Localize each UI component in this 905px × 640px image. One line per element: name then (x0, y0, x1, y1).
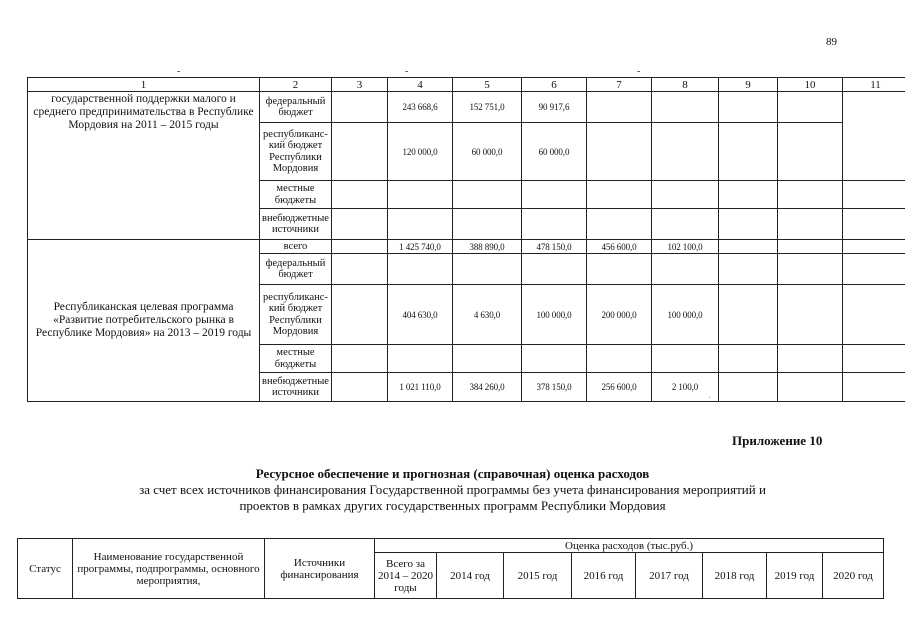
year-header: 2015 год (504, 553, 572, 599)
value-cell: 1 425 740,0 (388, 240, 453, 254)
doc-subtitle-line1: за счет всех источников финансирования Государственной программы без учета финансирования мероприятий и (139, 482, 766, 497)
value-cell: 100 000,0 (652, 285, 719, 345)
col-header: 2 (260, 78, 332, 92)
col-header: 10 (778, 78, 843, 92)
doc-title: Ресурсное обеспечение и прогнозная (справочная) оценка расходов (255, 466, 650, 481)
value-cell: 100 000,0 (522, 285, 587, 345)
col-header: 11 (843, 78, 905, 92)
scan-mark: · (708, 393, 712, 404)
header-row (18, 539, 884, 553)
top-table (27, 77, 905, 402)
value-cell: 456 600,0 (587, 240, 652, 254)
source-cell: внебюджетные источники (260, 209, 332, 240)
total-header: Всего за 2014 – 2020 годы (375, 553, 437, 599)
year-header: 2020 год (823, 553, 884, 599)
value-cell: 60 000,0 (522, 123, 587, 181)
source-cell: республиканс-кий бюджет Республики Мордовия (260, 123, 332, 181)
header-row (28, 78, 905, 92)
scan-mark: - (177, 66, 181, 77)
col-header: 8 (652, 78, 719, 92)
value-cell: 2 100,0 (652, 373, 719, 402)
col-header: 9 (719, 78, 778, 92)
source-cell: всего (260, 240, 332, 254)
program-name: Республиканская целевая программа «Развитие потребительского рынка в Республике Мордовия» на 2013 – 2019 годы (28, 240, 260, 402)
scan-mark: - (637, 66, 641, 77)
value-cell: 478 150,0 (522, 240, 587, 254)
col-header: 6 (522, 78, 587, 92)
value-cell: 102 100,0 (652, 240, 719, 254)
year-header: 2019 год (767, 553, 823, 599)
doc-subtitle-line2: проектов в рамках других государственных программ Республики Мордовия (239, 498, 666, 513)
value-cell: 388 890,0 (453, 240, 522, 254)
source-cell: федеральный бюджет (260, 92, 332, 123)
value-cell: 200 000,0 (587, 285, 652, 345)
source-cell: местные бюджеты (260, 345, 332, 373)
resource-table (17, 538, 884, 599)
source-cell: внебюджетные источники (260, 373, 332, 402)
source-cell: федеральный бюджет (260, 254, 332, 285)
col-header: 5 (453, 78, 522, 92)
value-cell: 152 751,0 (453, 92, 522, 123)
value-cell: 256 600,0 (587, 373, 652, 402)
col-header: 1 (28, 78, 260, 92)
year-header: 2017 год (636, 553, 703, 599)
value-cell: 404 630,0 (388, 285, 453, 345)
scan-mark: - (405, 66, 409, 77)
value-cell: 243 668,6 (388, 92, 453, 123)
col-header: 3 (332, 78, 388, 92)
status-header: Статус (18, 539, 73, 599)
estimate-header: Оценка расходов (тыс.руб.) (375, 539, 884, 553)
value-cell: 60 000,0 (453, 123, 522, 181)
name-header: Наименование государственной программы, подпрограммы, основного мероприятия, (73, 539, 265, 599)
source-cell: республиканс-кий бюджет Республики Мордовия (260, 285, 332, 345)
value-cell: 384 260,0 (453, 373, 522, 402)
program-name: государственной поддержки малого и среднего предпринимательства в Республике Мордовия на 2011 – 2015 годы (28, 92, 260, 240)
col-header: 4 (388, 78, 453, 92)
col-header: 7 (587, 78, 652, 92)
table-row (28, 240, 905, 254)
page-number: 89 (826, 36, 837, 48)
source-cell: местные бюджеты (260, 181, 332, 209)
value-cell: 120 000,0 (388, 123, 453, 181)
year-header: 2014 год (437, 553, 504, 599)
year-header: 2016 год (572, 553, 636, 599)
year-header: 2018 год (703, 553, 767, 599)
annex-label: Приложение 10 (732, 433, 823, 448)
table-row (28, 92, 905, 123)
sources-header: Источники финансирования (265, 539, 375, 599)
value-cell: 4 630,0 (453, 285, 522, 345)
value-cell: 1 021 110,0 (388, 373, 453, 402)
value-cell: 378 150,0 (522, 373, 587, 402)
value-cell: 90 917,6 (522, 92, 587, 123)
